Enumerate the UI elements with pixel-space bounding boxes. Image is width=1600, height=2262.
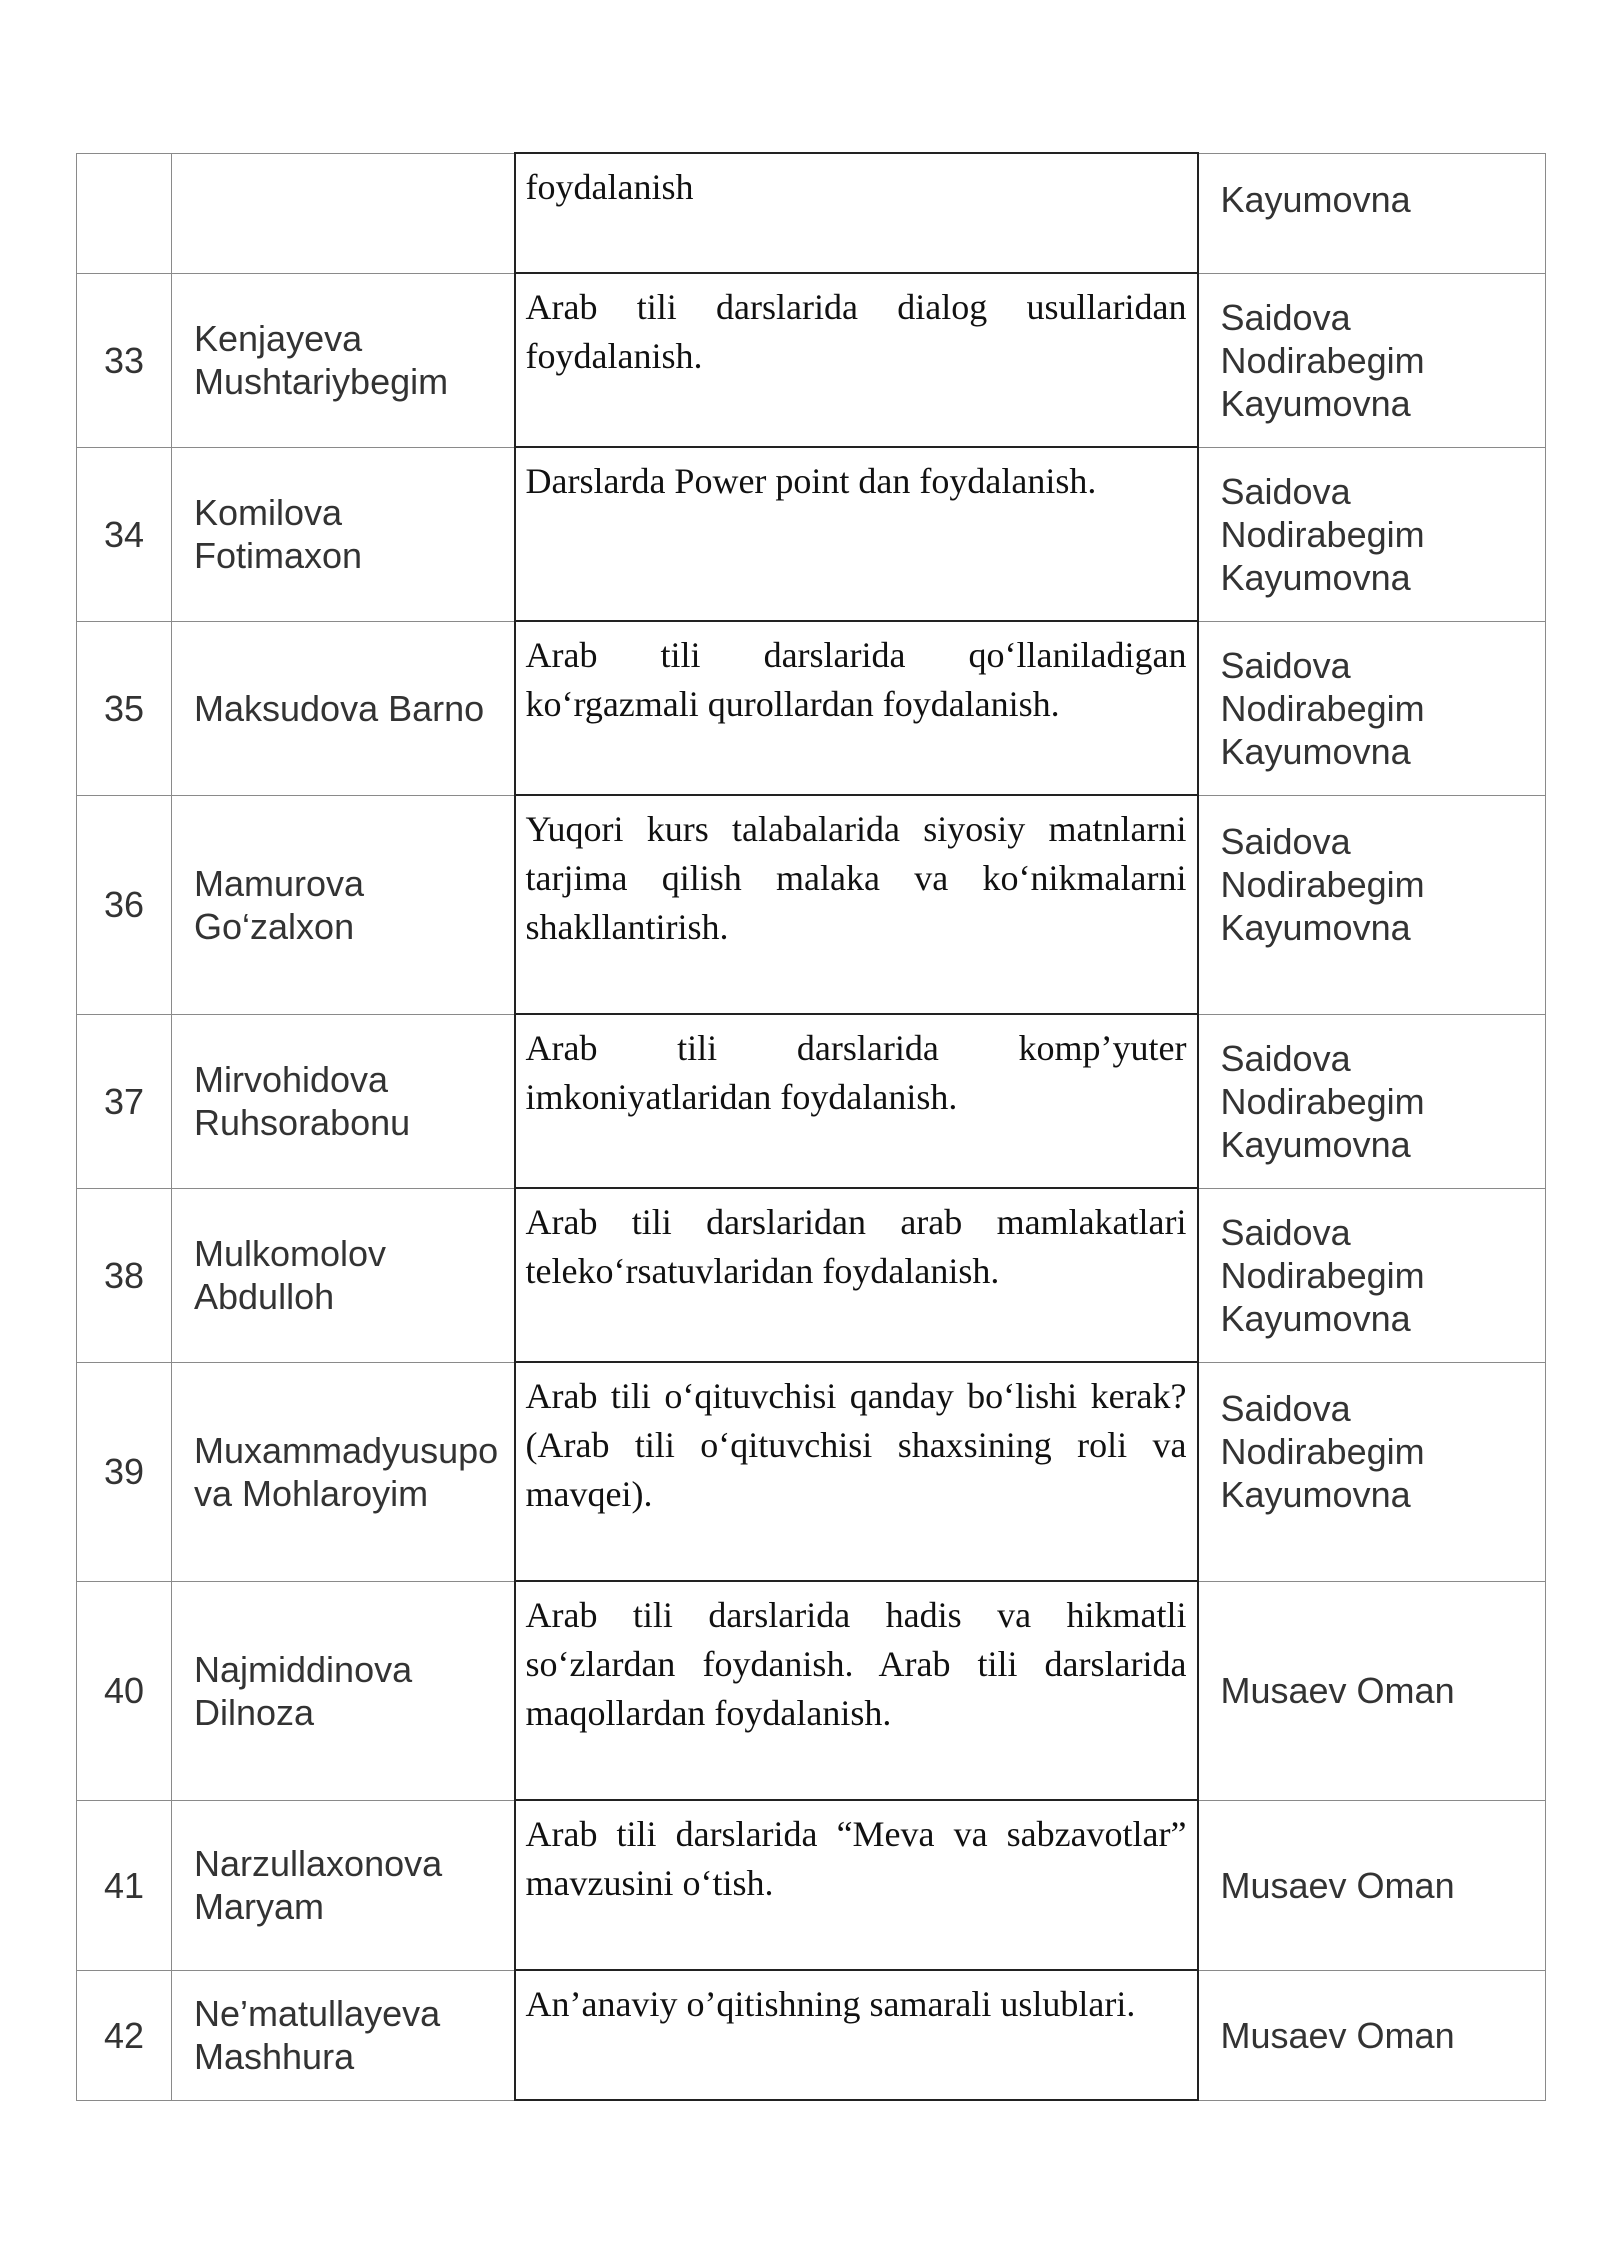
student-name-cell	[172, 621, 515, 795]
row-number-cell: 36	[77, 795, 172, 1014]
advisor-line: Musaev Oman	[1220, 2014, 1455, 2056]
row-number-cell: 40	[77, 1581, 172, 1800]
row-number-cell: 38	[77, 1188, 172, 1362]
student-name-line: Maryam	[194, 1886, 325, 1927]
row-number-cell: 35	[77, 621, 172, 795]
table-row	[77, 795, 1546, 1014]
student-name-cell	[172, 1581, 515, 1800]
advisor-line: Kayumovna	[1220, 906, 1411, 948]
advisor-line: Musaev Oman	[1220, 1670, 1455, 1711]
student-name-cell	[172, 1800, 515, 1970]
topics-table	[76, 152, 1546, 2101]
table-row	[77, 1362, 1546, 1581]
student-name-cell	[172, 273, 515, 447]
topic-cell: Arab tili darslarida qo‘llaniladigan ko‘rgazmali qurollardan foydalanish.	[515, 621, 1198, 795]
topic-cell: Arab tili darslaridan arab mamlakatlari teleko‘rsatuvlaridan foydalanish.	[515, 1188, 1198, 1362]
advisor-line: Kayumovna	[1220, 382, 1411, 424]
advisor-line: Nodirabegim	[1220, 687, 1425, 729]
advisor-cell	[1198, 1014, 1546, 1188]
advisor-cell	[1198, 1970, 1546, 2100]
advisor-cell	[1198, 153, 1546, 273]
student-name-line: Ruhsorabonu	[194, 1102, 411, 1143]
table-row	[77, 153, 1546, 273]
student-name-line: Mirvohidova	[194, 1059, 389, 1100]
table-row	[77, 1800, 1546, 1970]
advisor-line: Kayumovna	[1220, 1297, 1411, 1339]
advisor-line: Saidova	[1220, 1037, 1351, 1079]
student-name-line: Komilova	[194, 492, 343, 533]
advisor-line: Musaev Oman	[1220, 1864, 1455, 1906]
table-row	[77, 1188, 1546, 1362]
topic-cell: Arab tili darslarida komp’yuter imkoniyatlaridan foydalanish.	[515, 1014, 1198, 1188]
table-row	[77, 1581, 1546, 1800]
advisor-cell	[1198, 621, 1546, 795]
student-name-cell	[172, 795, 515, 1014]
row-number-cell	[77, 153, 172, 273]
student-name-line: va Mohlaroyim	[194, 1472, 429, 1514]
row-number-cell: 39	[77, 1362, 172, 1581]
advisor-line: Saidova	[1220, 820, 1351, 862]
topic-cell: Arab tili darslarida “Meva va sabzavotlar” mavzusini o‘tish.	[515, 1800, 1198, 1970]
student-name-line: Narzullaxonova	[194, 1843, 443, 1884]
table-row	[77, 447, 1546, 621]
student-name-line: Najmiddinova	[194, 1648, 413, 1690]
advisor-line: Saidova	[1220, 1211, 1351, 1253]
row-number-cell: 37	[77, 1014, 172, 1188]
advisor-cell	[1198, 1188, 1546, 1362]
table-row	[77, 621, 1546, 795]
topic-cell: Arab tili darslarida dialog usullaridan foydalanish.	[515, 273, 1198, 447]
student-name-line: Muxammadyusupo	[194, 1429, 499, 1471]
student-name-line: Mushtariybegim	[194, 361, 449, 402]
advisor-cell	[1198, 1362, 1546, 1581]
row-number-cell: 42	[77, 1970, 172, 2100]
row-number-cell: 33	[77, 273, 172, 447]
advisor-line: Nodirabegim	[1220, 339, 1425, 381]
advisor-line: Nodirabegim	[1220, 1430, 1425, 1472]
advisor-line: Saidova	[1220, 644, 1351, 686]
advisor-line: Kayumovna	[1220, 556, 1411, 598]
advisor-line: Nodirabegim	[1220, 1254, 1425, 1296]
student-name-cell	[172, 447, 515, 621]
student-name-line: Mulkomolov	[194, 1233, 387, 1274]
advisor-line: Saidova	[1220, 470, 1351, 512]
advisor-cell	[1198, 1800, 1546, 1970]
student-name-line: Ne’matullayeva	[194, 1993, 441, 2034]
topic-cell: An’anaviy o’qitishning samarali uslublari.	[515, 1970, 1198, 2100]
row-number-cell: 34	[77, 447, 172, 621]
advisor-line: Saidova	[1220, 1387, 1351, 1429]
advisor-line: Nodirabegim	[1220, 1080, 1425, 1122]
topic-cell: Arab tili o‘qituvchisi qanday bo‘lishi kerak? (Arab tili o‘qituvchisi shaxsining roli va mavqei).	[515, 1362, 1198, 1581]
topic-cell: Arab tili darslarida hadis va hikmatli so‘zlardan foydanish. Arab tili darslarida maqollardan foydalanish.	[515, 1581, 1198, 1800]
student-name-line: Abdulloh	[194, 1276, 335, 1317]
student-name-cell	[172, 1188, 515, 1362]
topic-cell: Darslarda Power point dan foydalanish.	[515, 447, 1198, 621]
advisor-line: Nodirabegim	[1220, 513, 1425, 555]
student-name-cell	[172, 1362, 515, 1581]
student-name-line: Mamurova	[194, 862, 365, 904]
advisor-cell	[1198, 795, 1546, 1014]
topics-table-body	[77, 153, 1546, 2100]
student-name-line: Maksudova Barno	[194, 687, 485, 729]
student-name-cell	[172, 153, 515, 273]
advisor-line: Kayumovna	[1220, 1123, 1411, 1165]
advisor-line: Kayumovna	[1220, 730, 1411, 772]
topic-cell: foydalanish	[515, 153, 1198, 273]
student-name-line: Kenjayeva	[194, 318, 363, 359]
advisor-cell	[1198, 447, 1546, 621]
table-row	[77, 1970, 1546, 2100]
student-name-cell	[172, 1014, 515, 1188]
row-number-cell: 41	[77, 1800, 172, 1970]
table-row	[77, 273, 1546, 447]
student-name-line: Dilnoza	[194, 1691, 315, 1733]
student-name-cell	[172, 1970, 515, 2100]
student-name-line: Mashhura	[194, 2036, 355, 2077]
advisor-line: Kayumovna	[1220, 1473, 1411, 1515]
advisor-line: Kayumovna	[1220, 178, 1411, 220]
topic-cell: Yuqori kurs talabalarida siyosiy matnlarni tarjima qilish malaka va ko‘nikmalarni shakllantirish.	[515, 795, 1198, 1014]
student-name-line: Fotimaxon	[194, 535, 363, 576]
table-row	[77, 1014, 1546, 1188]
student-name-line: Go‘zalxon	[194, 905, 355, 947]
advisor-cell	[1198, 273, 1546, 447]
advisor-line: Nodirabegim	[1220, 863, 1425, 905]
advisor-line: Saidova	[1220, 296, 1351, 338]
advisor-cell	[1198, 1581, 1546, 1800]
